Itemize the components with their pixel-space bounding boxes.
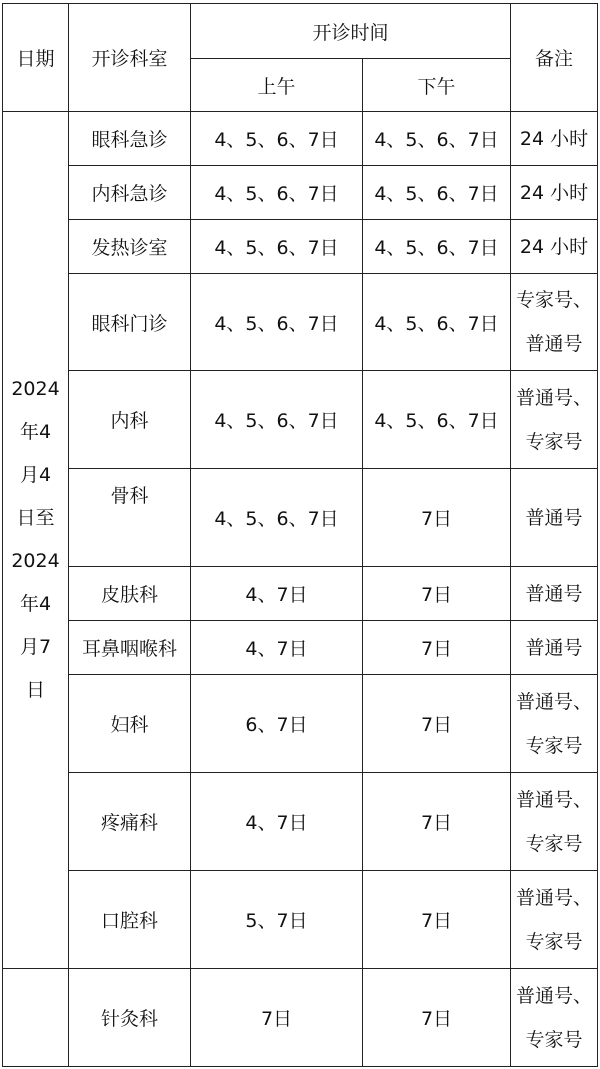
remarks-cell: 专家号、 普通号 [511, 274, 598, 371]
table-row [3, 166, 598, 220]
remarks-cell: 普通号、 专家号 [511, 773, 598, 871]
remarks-cell: 普通号 [511, 567, 598, 621]
remarks-cell: 普通号、 专家号 [511, 675, 598, 773]
morning-cell: 5、7日 [191, 871, 363, 969]
morning-cell: 4、5、6、7日 [191, 112, 363, 166]
header-date: 日期 [3, 4, 69, 112]
morning-cell: 4、5、6、7日 [191, 371, 363, 469]
department-cell: 发热诊室 [69, 220, 191, 274]
morning-cell: 4、5、6、7日 [191, 274, 363, 371]
afternoon-cell: 4、5、6、7日 [363, 220, 511, 274]
remarks-cell: 24 小时 [511, 220, 598, 274]
table-row [3, 773, 598, 871]
afternoon-cell: 7日 [363, 871, 511, 969]
morning-cell: 4、5、6、7日 [191, 469, 363, 567]
remarks-cell: 普通号 [511, 469, 598, 567]
remarks-cell: 普通号、 专家号 [511, 969, 598, 1067]
header-afternoon: 下午 [363, 59, 511, 112]
afternoon-cell: 4、5、6、7日 [363, 274, 511, 371]
afternoon-cell: 7日 [363, 773, 511, 871]
department-cell: 妇科 [69, 675, 191, 773]
department-cell: 内科急诊 [69, 166, 191, 220]
header-row-1 [3, 4, 598, 59]
date-range-cell: 2024 年4 月4 日至 2024 年4 月7 日 [3, 112, 69, 969]
header-clinic-time: 开诊时间 [191, 4, 511, 59]
table-row [3, 371, 598, 469]
department-cell: 眼科门诊 [69, 274, 191, 371]
afternoon-cell: 7日 [363, 567, 511, 621]
table-row [3, 871, 598, 969]
table-row [3, 469, 598, 567]
header-morning: 上午 [191, 59, 363, 112]
table-row [3, 112, 598, 166]
morning-cell: 6、7日 [191, 675, 363, 773]
table-row [3, 567, 598, 621]
morning-cell: 4、7日 [191, 621, 363, 675]
morning-cell: 4、7日 [191, 773, 363, 871]
department-cell: 骨科 [69, 469, 191, 567]
header-department: 开诊科室 [69, 4, 191, 112]
department-cell: 疼痛科 [69, 773, 191, 871]
clinic-schedule-table [2, 3, 598, 1067]
department-cell: 眼科急诊 [69, 112, 191, 166]
afternoon-cell: 7日 [363, 969, 511, 1067]
afternoon-cell: 7日 [363, 469, 511, 567]
morning-cell: 4、5、6、7日 [191, 166, 363, 220]
afternoon-cell: 7日 [363, 675, 511, 773]
department-cell: 耳鼻咽喉科 [69, 621, 191, 675]
table-row [3, 621, 598, 675]
remarks-cell: 24 小时 [511, 112, 598, 166]
table-row [3, 675, 598, 773]
afternoon-cell: 4、5、6、7日 [363, 112, 511, 166]
afternoon-cell: 4、5、6、7日 [363, 166, 511, 220]
remarks-cell: 普通号、 专家号 [511, 871, 598, 969]
table-row [3, 274, 598, 371]
date-range-cell-empty [3, 969, 69, 1067]
remarks-cell: 24 小时 [511, 166, 598, 220]
table-row [3, 220, 598, 274]
morning-cell: 4、5、6、7日 [191, 220, 363, 274]
afternoon-cell: 4、5、6、7日 [363, 371, 511, 469]
header-remarks: 备注 [511, 4, 598, 112]
department-cell: 内科 [69, 371, 191, 469]
table-row [3, 969, 598, 1067]
department-cell: 针灸科 [69, 969, 191, 1067]
remarks-cell: 普通号 [511, 621, 598, 675]
morning-cell: 4、7日 [191, 567, 363, 621]
department-cell: 皮肤科 [69, 567, 191, 621]
remarks-cell: 普通号、 专家号 [511, 371, 598, 469]
afternoon-cell: 7日 [363, 621, 511, 675]
morning-cell: 7日 [191, 969, 363, 1067]
department-cell: 口腔科 [69, 871, 191, 969]
